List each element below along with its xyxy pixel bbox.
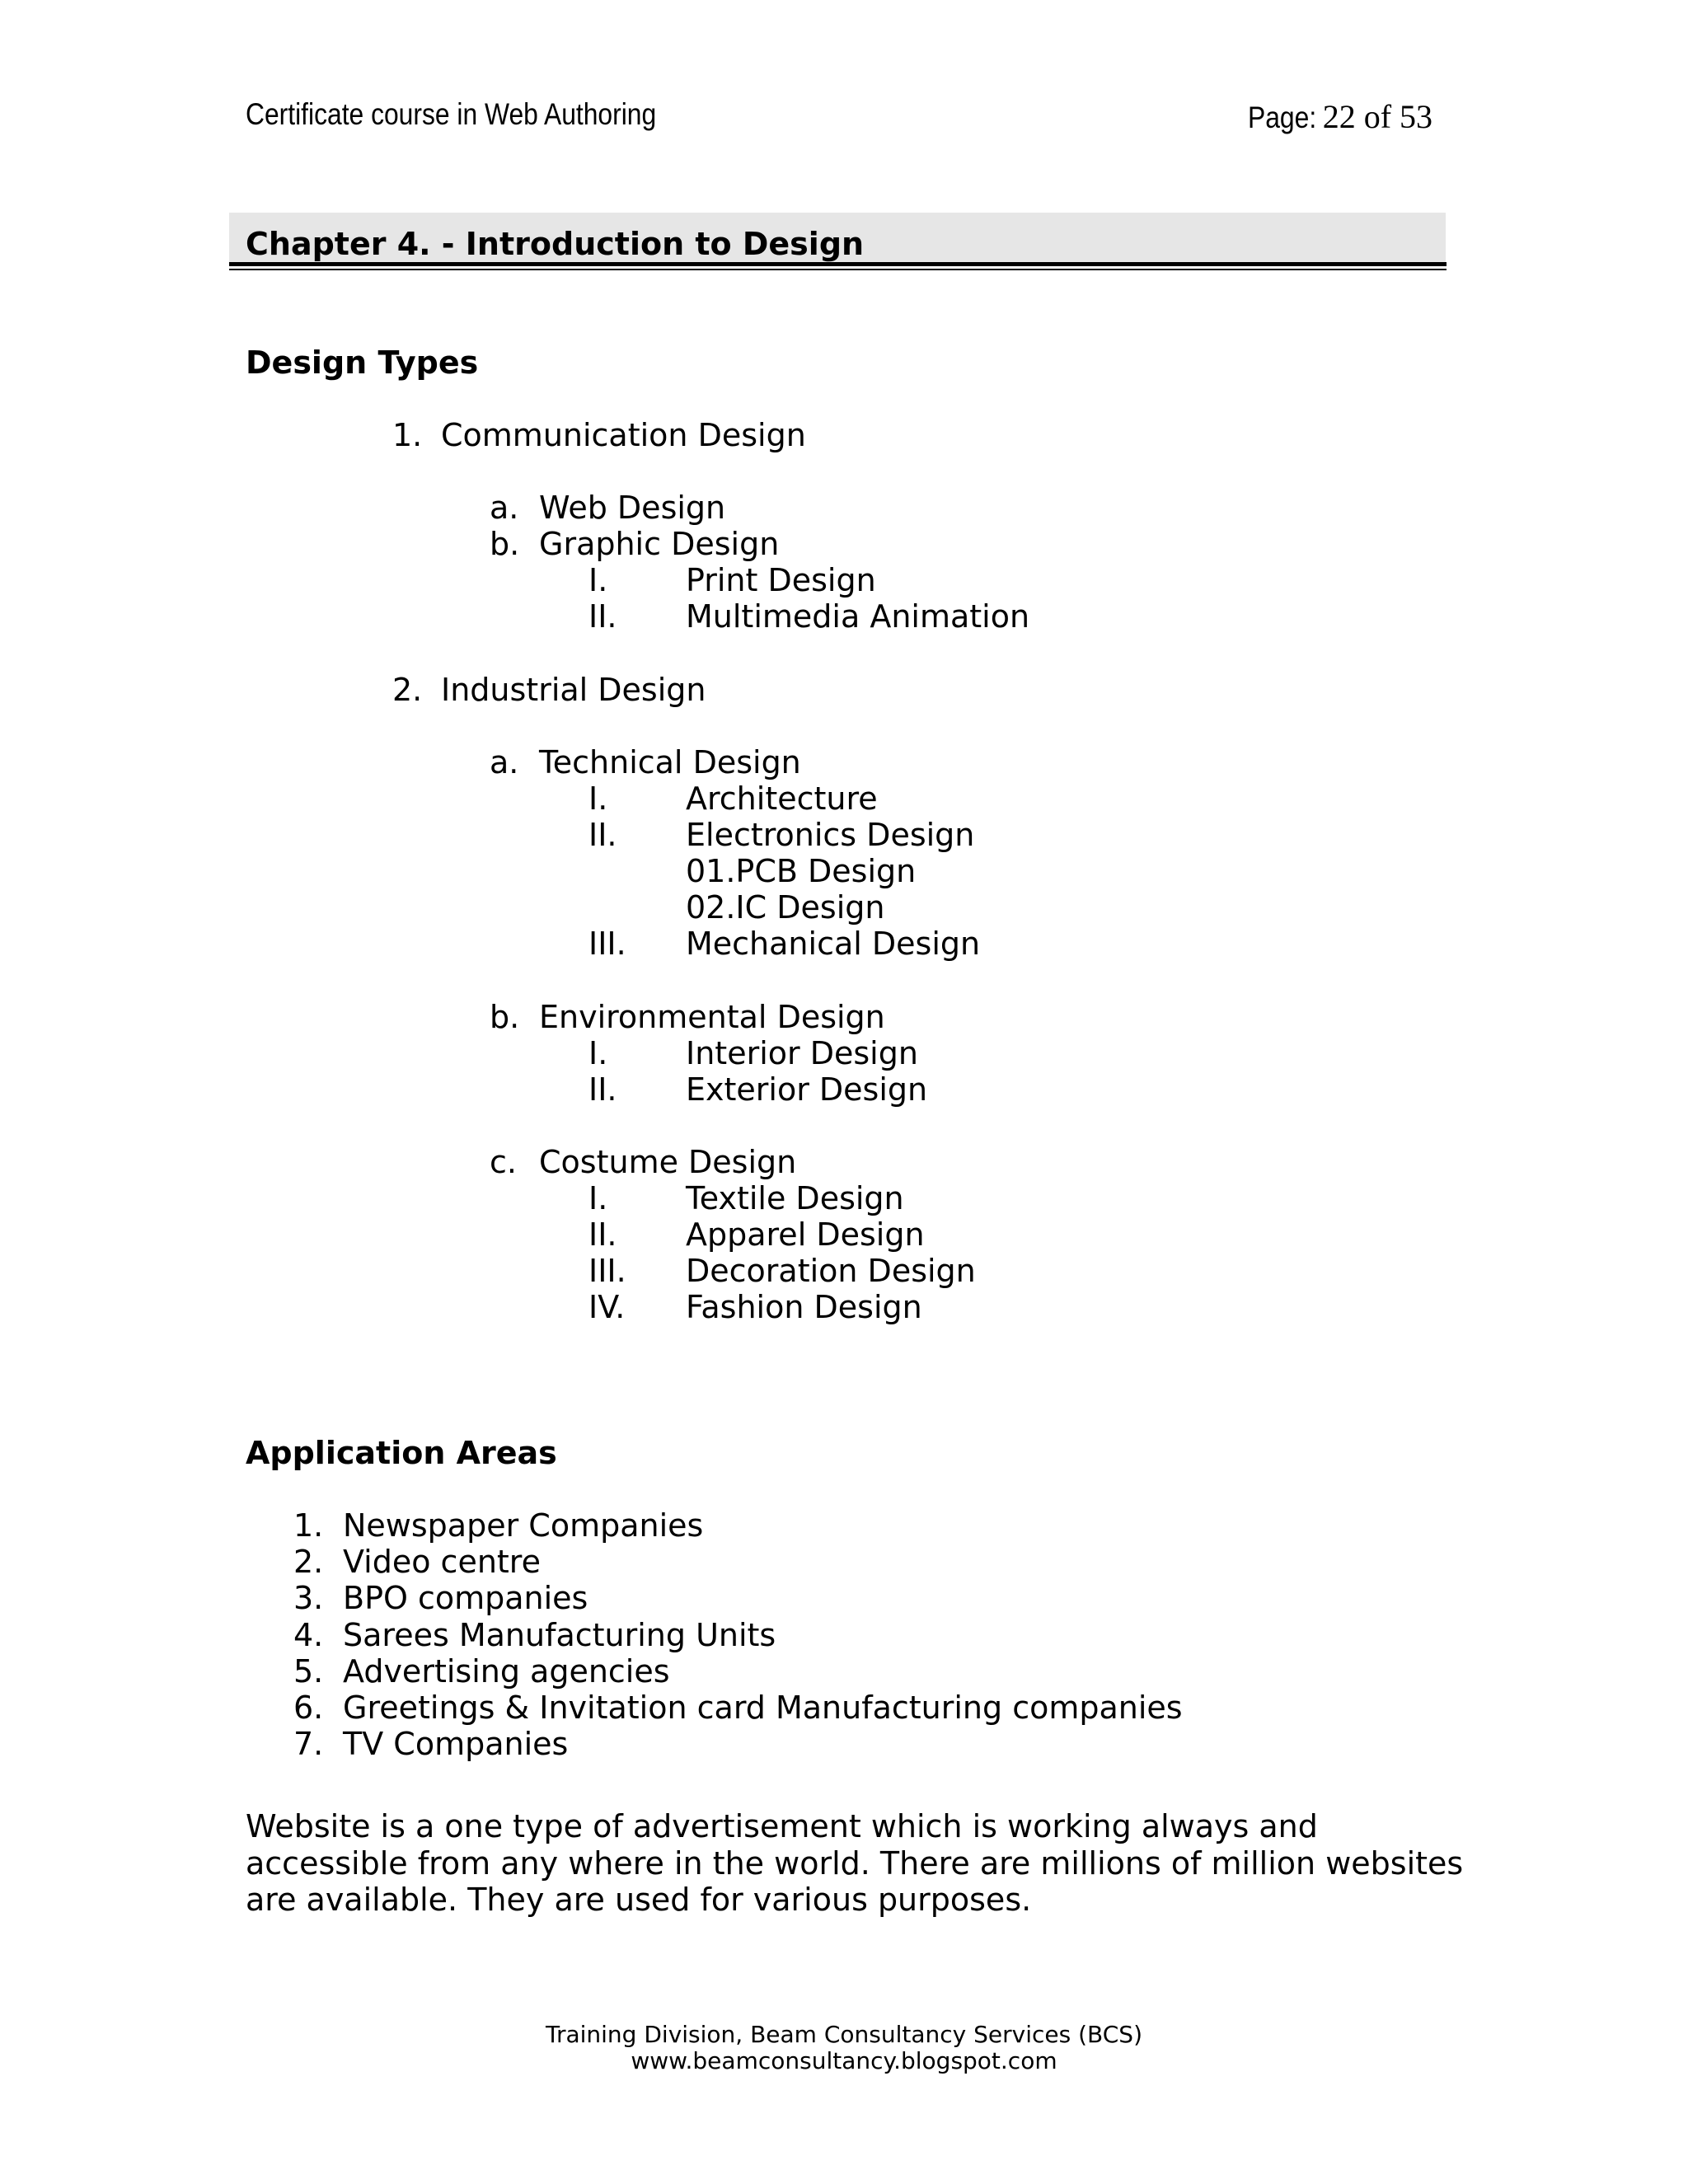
chapter-title: Chapter 4. - Introduction to Design	[246, 226, 865, 262]
list-item-roman: I.	[588, 1180, 608, 1216]
list-item-number: 7.	[293, 1726, 324, 1762]
design-types-heading: Design Types	[246, 344, 479, 381]
course-title: Certificate course in Web Authoring	[246, 97, 657, 131]
list-item: Greetings & Invitation card Manufacturing companies	[343, 1690, 1183, 1726]
list-item: Mechanical Design	[686, 926, 981, 962]
list-item-letter: a.	[490, 490, 519, 526]
list-item-number: 1.	[392, 417, 423, 453]
list-item: TV Companies	[343, 1726, 569, 1762]
list-item: Print Design	[686, 562, 876, 598]
list-item: Costume Design	[539, 1144, 797, 1180]
list-item: Multimedia Animation	[686, 598, 1030, 635]
list-item-roman: I.	[588, 1035, 608, 1071]
list-item-letter: c.	[490, 1144, 517, 1180]
list-item-roman: I.	[588, 562, 608, 598]
list-item: Web Design	[539, 490, 726, 526]
list-item-roman: IV.	[588, 1289, 626, 1325]
list-item-letter: b.	[490, 526, 520, 562]
list-item: Fashion Design	[686, 1289, 922, 1325]
list-item: Architecture	[686, 780, 878, 817]
list-item-letter: b.	[490, 999, 520, 1035]
list-item-number: 6.	[293, 1690, 324, 1726]
list-item: Newspaper Companies	[343, 1507, 704, 1544]
chapter-rule	[229, 262, 1447, 266]
list-item: 02.IC Design	[686, 889, 885, 926]
list-item: Textile Design	[686, 1180, 904, 1216]
list-item-roman: I.	[588, 780, 608, 817]
list-item-roman: II.	[588, 1216, 617, 1253]
list-item: BPO companies	[343, 1580, 588, 1616]
list-item-roman: III.	[588, 1253, 626, 1289]
list-item: Graphic Design	[539, 526, 780, 562]
list-item: 01.PCB Design	[686, 853, 917, 889]
list-item: Technical Design	[539, 744, 801, 780]
footer-website: www.beamconsultancy.blogspot.com	[631, 2047, 1057, 2074]
list-item-roman: II.	[588, 1071, 617, 1108]
list-item: Advertising agencies	[343, 1653, 670, 1690]
body-paragraph: Website is a one type of advertisement which is working always and accessible from any where in the world. There are millions of million websites are available. They are used for various purposes.	[246, 1808, 1464, 1918]
list-item-number: 1.	[293, 1507, 324, 1544]
list-item: Exterior Design	[686, 1071, 928, 1108]
page-number: 22 of 53	[1322, 98, 1433, 135]
list-item-roman: III.	[588, 926, 626, 962]
list-item-number: 2.	[392, 672, 423, 708]
list-item: Communication Design	[441, 417, 806, 453]
application-areas-heading: Application Areas	[246, 1435, 557, 1471]
list-item: Apparel Design	[686, 1216, 925, 1253]
list-item-roman: II.	[588, 817, 617, 853]
list-item-number: 3.	[293, 1580, 324, 1616]
page-label: Page:	[1248, 101, 1317, 134]
list-item: Electronics Design	[686, 817, 975, 853]
list-item-number: 4.	[293, 1617, 324, 1653]
list-item-number: 5.	[293, 1653, 324, 1690]
list-item: Sarees Manufacturing Units	[343, 1617, 776, 1653]
footer-company: Training Division, Beam Consultancy Services (BCS)	[545, 2021, 1143, 2048]
list-item: Decoration Design	[686, 1253, 976, 1289]
list-item: Environmental Design	[539, 999, 885, 1035]
list-item-number: 2.	[293, 1544, 324, 1580]
list-item: Video centre	[343, 1544, 541, 1580]
chapter-rule-thin	[229, 269, 1447, 270]
list-item: Interior Design	[686, 1035, 918, 1071]
list-item-roman: II.	[588, 598, 617, 635]
list-item: Industrial Design	[441, 672, 706, 708]
list-item-letter: a.	[490, 744, 519, 780]
page-indicator	[1248, 97, 1432, 136]
